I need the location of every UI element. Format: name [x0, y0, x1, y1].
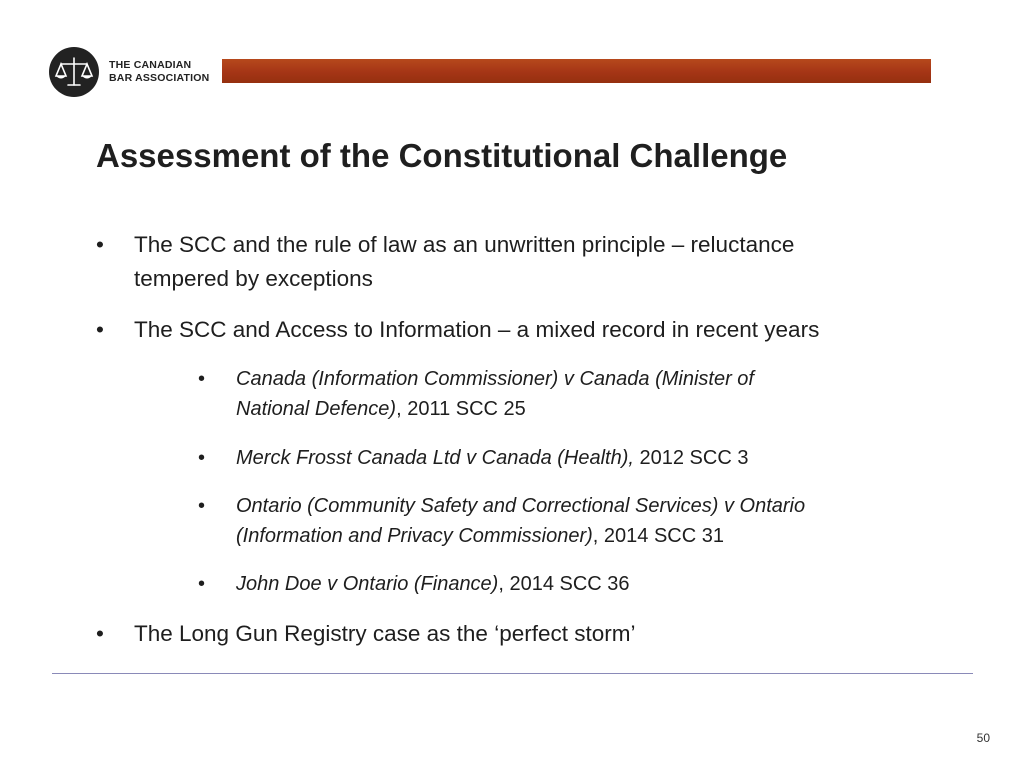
case-text	[236, 364, 916, 424]
case-name: National Defence)	[236, 398, 397, 420]
case-citation: , 2014 SCC 31	[592, 525, 724, 547]
case-marker: •	[198, 573, 206, 595]
bullet-marker: •	[96, 621, 104, 646]
case-name: John Doe v Ontario (Finance)	[236, 573, 499, 595]
logo-line-2: BAR ASSOCIATION	[109, 72, 210, 84]
logo-wordmark	[109, 59, 209, 85]
case-marker: •	[198, 447, 206, 469]
cba-logo	[49, 47, 229, 97]
bullet-text	[134, 617, 934, 651]
scales-of-justice-icon	[49, 47, 99, 97]
case-text	[236, 569, 916, 599]
case-name: (Information and Privacy Commissioner)	[236, 525, 593, 547]
bullet-text-line: The SCC and the rule of law as an unwritten principle – reluctance	[134, 232, 795, 257]
bullet-text-line: The SCC and Access to Information – a mixed record in recent years	[134, 317, 820, 342]
case-marker: •	[198, 495, 206, 517]
case-citation: , 2011 SCC 25	[396, 398, 526, 420]
footer-divider	[52, 673, 973, 674]
case-citation: 2012 SCC 3	[633, 447, 749, 469]
header-accent-bar	[222, 59, 931, 83]
slide-title: Assessment of the Constitutional Challenge	[96, 137, 788, 174]
logo-line-1: THE CANADIAN	[109, 59, 192, 71]
case-citation: , 2014 SCC 36	[498, 573, 630, 595]
bullet-text	[134, 313, 934, 347]
bullet-marker: •	[96, 232, 104, 257]
case-name: Canada (Information Commissioner) v Canada (Minister of	[236, 368, 754, 390]
case-marker: •	[198, 368, 206, 390]
bullet-text-line: tempered by exceptions	[134, 266, 373, 291]
bullet-text	[134, 228, 934, 296]
page-number: 50	[976, 731, 990, 745]
case-text	[236, 443, 916, 473]
bullet-text-line: The Long Gun Registry case as the ‘perfect storm’	[134, 621, 636, 646]
bullet-marker: •	[96, 317, 104, 342]
case-name: Ontario (Community Safety and Correctional Services) v Ontario	[236, 495, 806, 517]
case-text	[236, 491, 916, 551]
case-name: Merck Frosst Canada Ltd v Canada (Health),	[236, 447, 634, 469]
